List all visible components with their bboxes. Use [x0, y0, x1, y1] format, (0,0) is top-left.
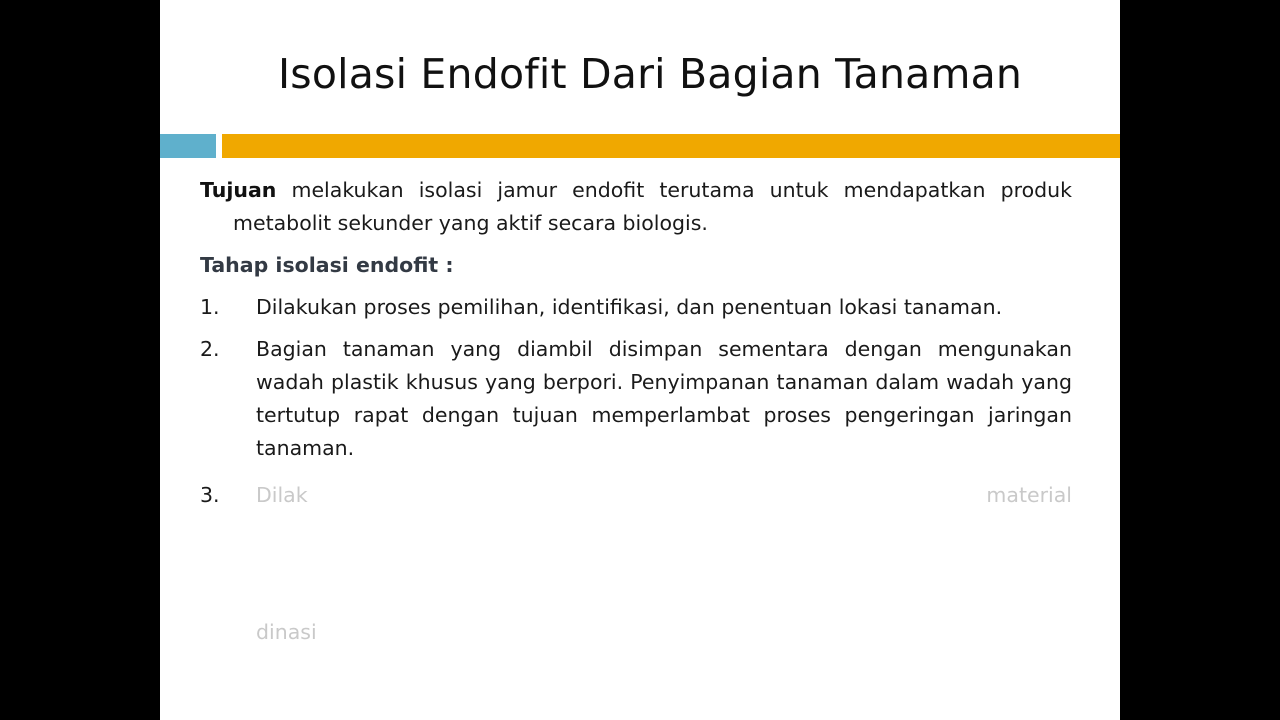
step-text-end: material: [986, 483, 1072, 507]
step-item: [200, 333, 1072, 465]
purpose-lead: Tujuan: [200, 178, 277, 202]
step-text-last: dinasi: [256, 620, 317, 644]
step-number: 1.: [200, 295, 220, 319]
step-text: Bagian tanaman yang diambil disimpan sementara dengan mengunakan wadah plastik khusus yang berpori. Penyimpanan tanaman dalam wadah yang tertutup rapat dengan tujuan memperlambat proses pengeringan jaringan tanaman.: [256, 337, 1072, 460]
slide: [160, 0, 1120, 720]
purpose-text: melakukan isolasi jamur endofit terutama untuk mendapatkan produk metabolit sekunder yang aktif secara biologis.: [233, 178, 1072, 235]
step-text: Dilakukan proses pemilihan, identifikasi, dan penentuan lokasi tanaman.: [256, 295, 1003, 319]
purpose-paragraph: [200, 174, 1072, 240]
step-item: [200, 291, 1072, 324]
accent-bar-gold: [222, 134, 1120, 158]
accent-bar-blue: [160, 134, 216, 158]
steps-heading: Tahap isolasi endofit :: [200, 253, 454, 277]
slide-content: [200, 174, 1072, 658]
step-number: 3.: [200, 483, 220, 507]
step-item-faded: [200, 479, 1072, 649]
slide-title: Isolasi Endofit Dari Bagian Tanaman: [278, 50, 1023, 98]
step-text-start: Dilak: [256, 483, 308, 507]
step-number: 2.: [200, 337, 220, 361]
